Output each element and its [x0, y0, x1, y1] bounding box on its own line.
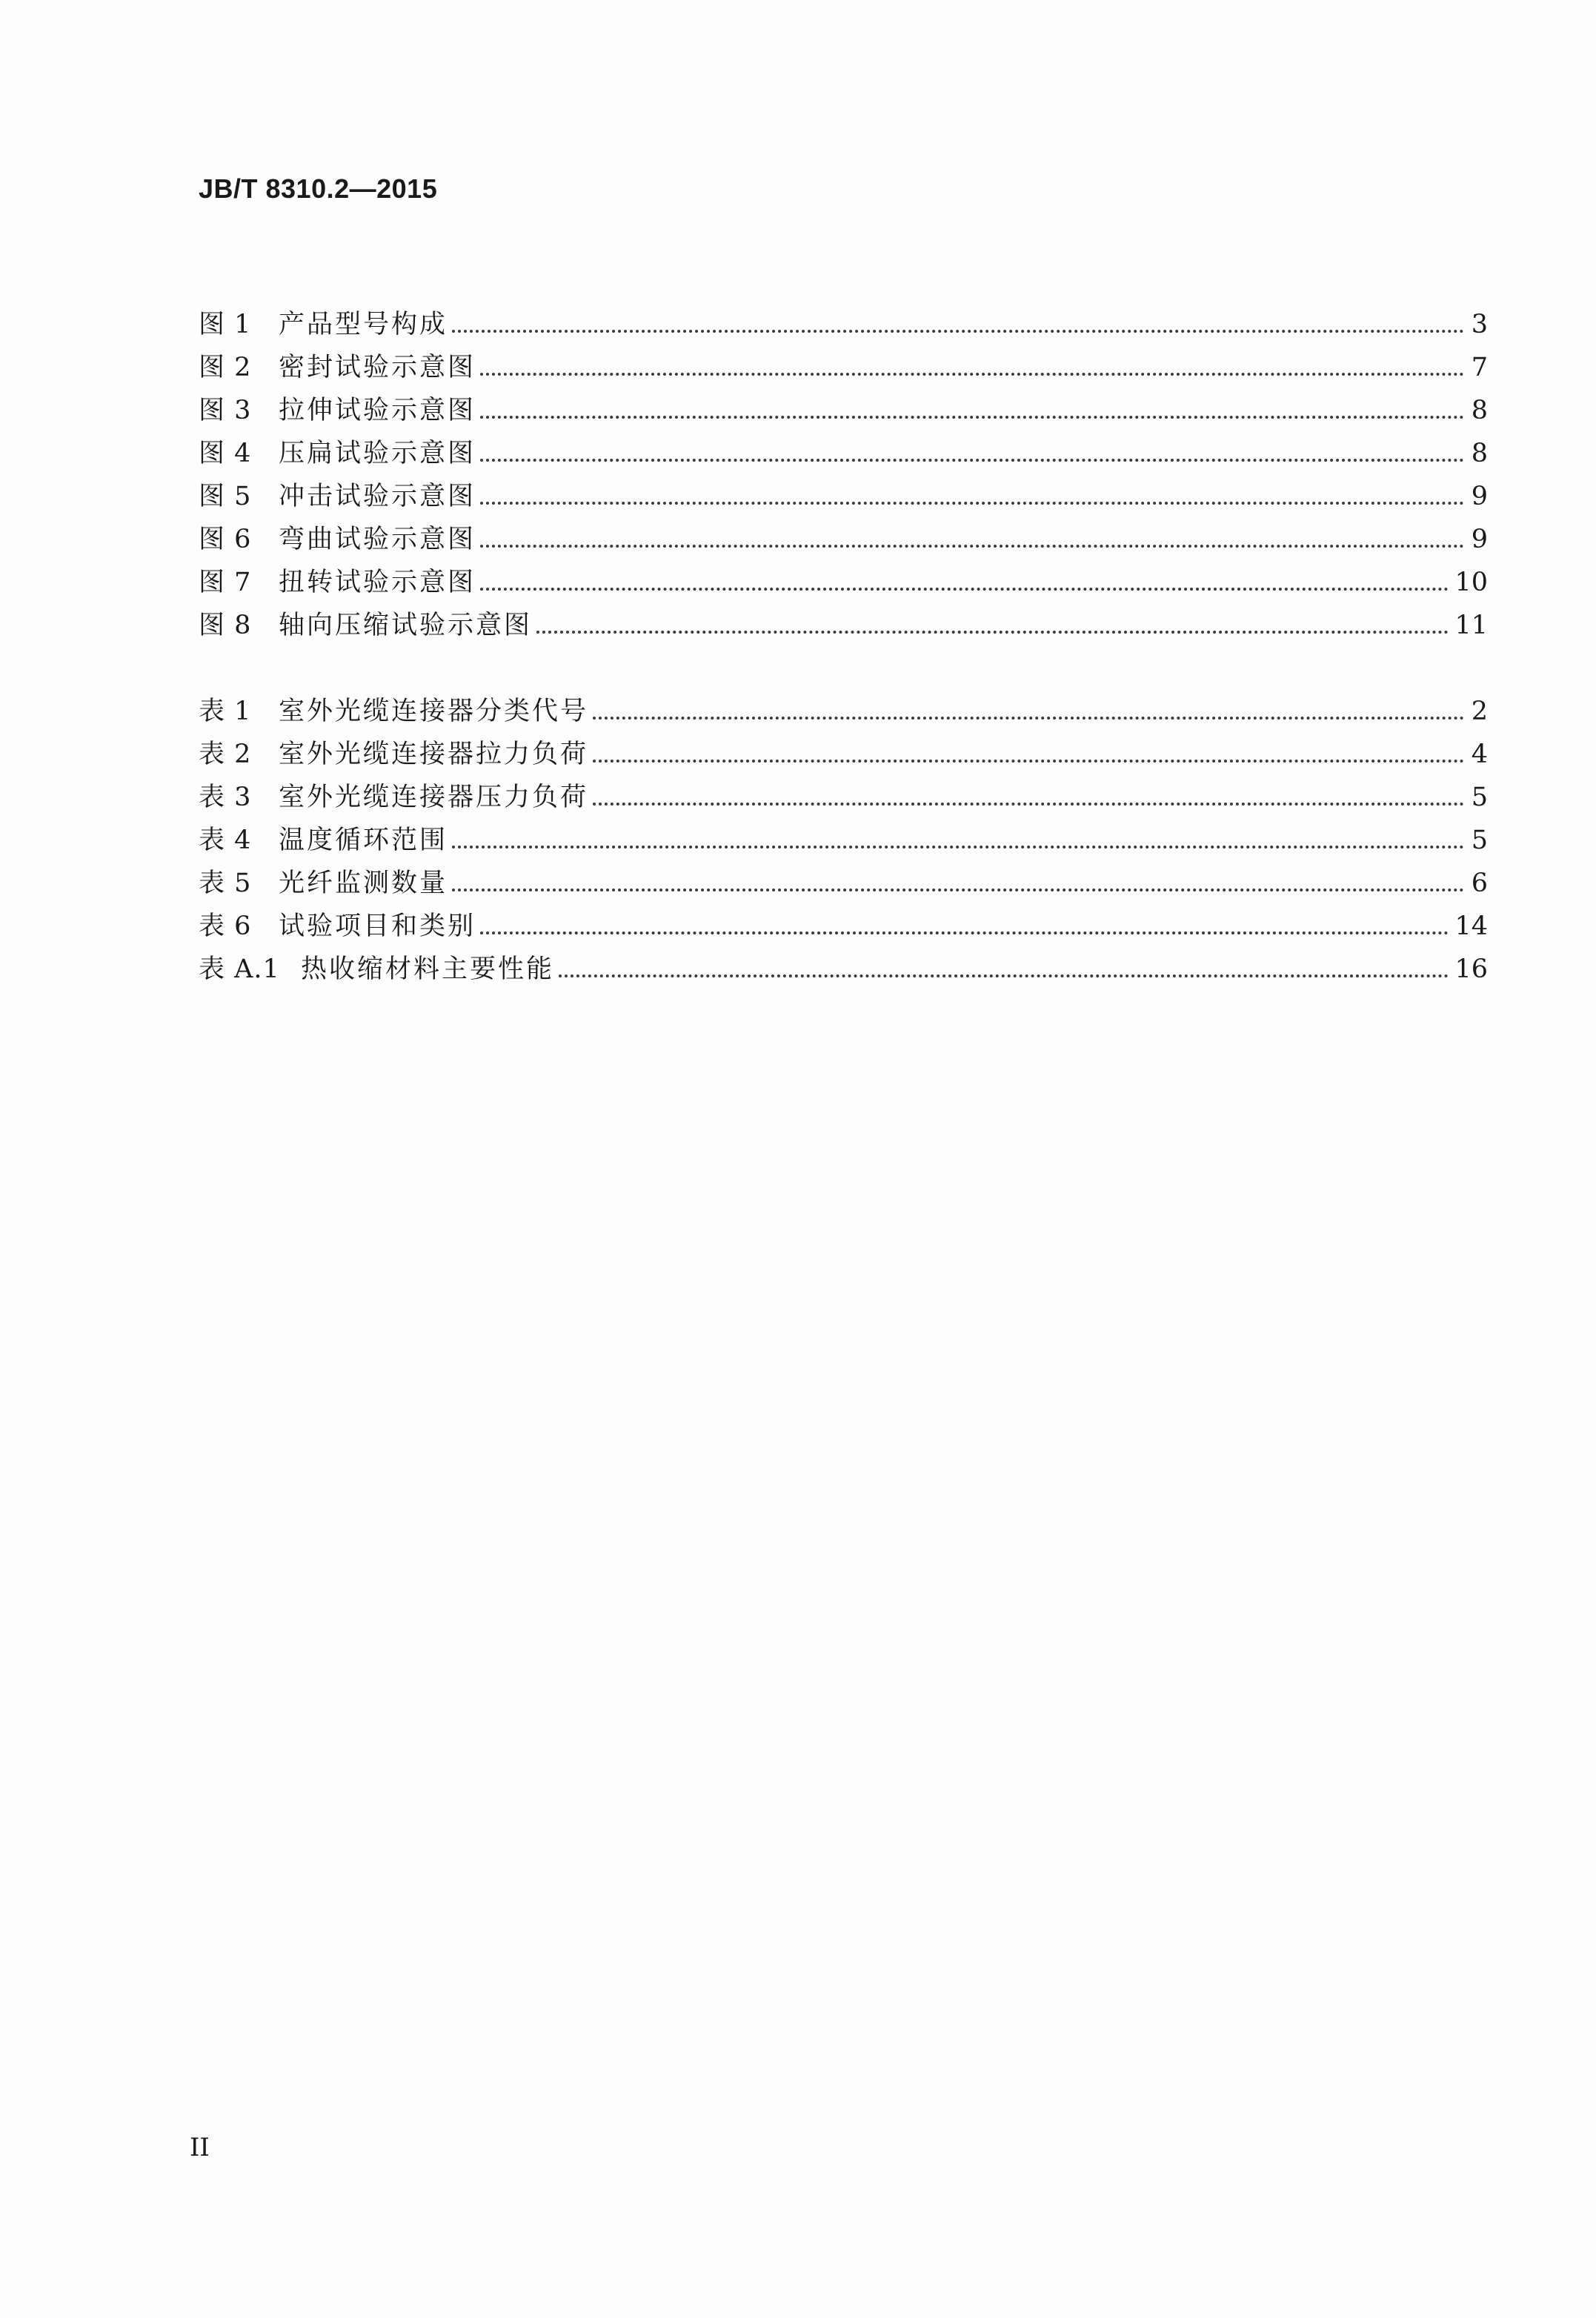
toc-entry-title: 光纤监测数量: [279, 869, 448, 898]
dot-leader: [480, 459, 1464, 462]
toc-entry-label: 图 5: [199, 482, 252, 511]
toc-entry-page: 16: [1454, 954, 1488, 984]
page-number: II: [190, 2133, 210, 2162]
toc-entry-figure-1[interactable]: [199, 295, 1488, 338]
toc-entry-label: 图 1: [199, 310, 252, 339]
dot-leader: [480, 545, 1464, 548]
dot-leader: [452, 889, 1464, 891]
toc-entry-label: 图 4: [199, 439, 252, 468]
toc-entry-page: 11: [1454, 611, 1488, 640]
dot-leader: [559, 974, 1449, 977]
toc-entry-page: 8: [1471, 439, 1488, 468]
toc-entry-title: 扭转试验示意图: [279, 568, 476, 597]
toc-entry-page: 14: [1454, 911, 1488, 941]
figure-list: [199, 295, 1488, 639]
toc-entry-page: 9: [1471, 482, 1488, 511]
toc-entry-figure-4[interactable]: [199, 424, 1488, 467]
toc-entry-page: 4: [1471, 740, 1488, 769]
standard-code: JB/T 8310.2—2015: [199, 173, 438, 204]
toc-entry-table-a1[interactable]: [199, 940, 1488, 983]
toc-entry-title: 冲击试验示意图: [279, 482, 476, 511]
toc-entry-page: 3: [1471, 310, 1488, 339]
dot-leader: [480, 931, 1449, 934]
toc-entry-label: 图 7: [199, 568, 252, 597]
toc-entry-page: 5: [1471, 826, 1488, 855]
toc-entry-page: 6: [1471, 869, 1488, 898]
toc-entry-label: 表 6: [199, 911, 252, 941]
toc-entry-title: 室外光缆连接器拉力负荷: [279, 740, 589, 769]
toc-entry-title: 压扁试验示意图: [279, 439, 476, 468]
toc-entry-label: 图 6: [199, 525, 252, 554]
toc-entry-title: 室外光缆连接器压力负荷: [279, 783, 589, 812]
dot-leader: [480, 588, 1449, 591]
toc-entry-page: 7: [1471, 353, 1488, 382]
toc-entry-table-1[interactable]: [199, 682, 1488, 725]
dot-leader: [480, 373, 1464, 376]
toc-entry-label: 表 1: [199, 697, 252, 726]
toc-entry-label: 表 2: [199, 740, 252, 769]
toc-entry-page: 8: [1471, 396, 1488, 425]
toc-entry-figure-8[interactable]: [199, 596, 1488, 639]
toc-entry-title: 弯曲试验示意图: [279, 525, 476, 554]
dot-leader: [452, 846, 1464, 849]
toc-entry-page: 5: [1471, 783, 1488, 812]
toc-entry-label: 图 2: [199, 353, 252, 382]
toc-entry-figure-6[interactable]: [199, 510, 1488, 553]
dot-leader: [480, 416, 1464, 419]
toc-entry-title: 试验项目和类别: [279, 911, 476, 941]
toc-entry-title: 密封试验示意图: [279, 353, 476, 382]
toc-entry-label: 表 A.1: [199, 954, 280, 984]
toc-entry-title: 热收缩材料主要性能: [301, 954, 555, 984]
toc-entry-page: 9: [1471, 525, 1488, 554]
dot-leader: [593, 717, 1464, 720]
dot-leader: [536, 631, 1449, 634]
toc-entry-label: 表 4: [199, 826, 252, 855]
dot-leader: [593, 803, 1464, 806]
toc-entry-title: 轴向压缩试验示意图: [279, 611, 533, 640]
toc-entry-figure-2[interactable]: [199, 338, 1488, 381]
toc-entry-title: 温度循环范围: [279, 826, 448, 855]
table-list: [199, 682, 1488, 983]
toc-entry-figure-5[interactable]: [199, 467, 1488, 510]
toc-entry-title: 拉伸试验示意图: [279, 396, 476, 425]
dot-leader: [593, 760, 1464, 763]
toc-entry-page: 10: [1454, 568, 1488, 597]
toc-entry-page: 2: [1471, 697, 1488, 726]
toc-entry-title: 产品型号构成: [279, 310, 448, 339]
toc-entry-label: 表 3: [199, 783, 252, 812]
toc-entry-label: 图 8: [199, 611, 252, 640]
toc-entry-table-2[interactable]: [199, 725, 1488, 768]
toc-entry-label: 图 3: [199, 396, 252, 425]
toc-entry-table-6[interactable]: [199, 897, 1488, 940]
dot-leader: [452, 330, 1464, 333]
toc-entry-table-4[interactable]: [199, 811, 1488, 854]
toc-entry-figure-7[interactable]: [199, 553, 1488, 596]
toc-entry-title: 室外光缆连接器分类代号: [279, 697, 589, 726]
toc-entry-figure-3[interactable]: [199, 381, 1488, 424]
toc-entry-table-3[interactable]: [199, 768, 1488, 811]
dot-leader: [480, 502, 1464, 505]
toc-entry-label: 表 5: [199, 869, 252, 898]
toc-entry-table-5[interactable]: [199, 854, 1488, 897]
